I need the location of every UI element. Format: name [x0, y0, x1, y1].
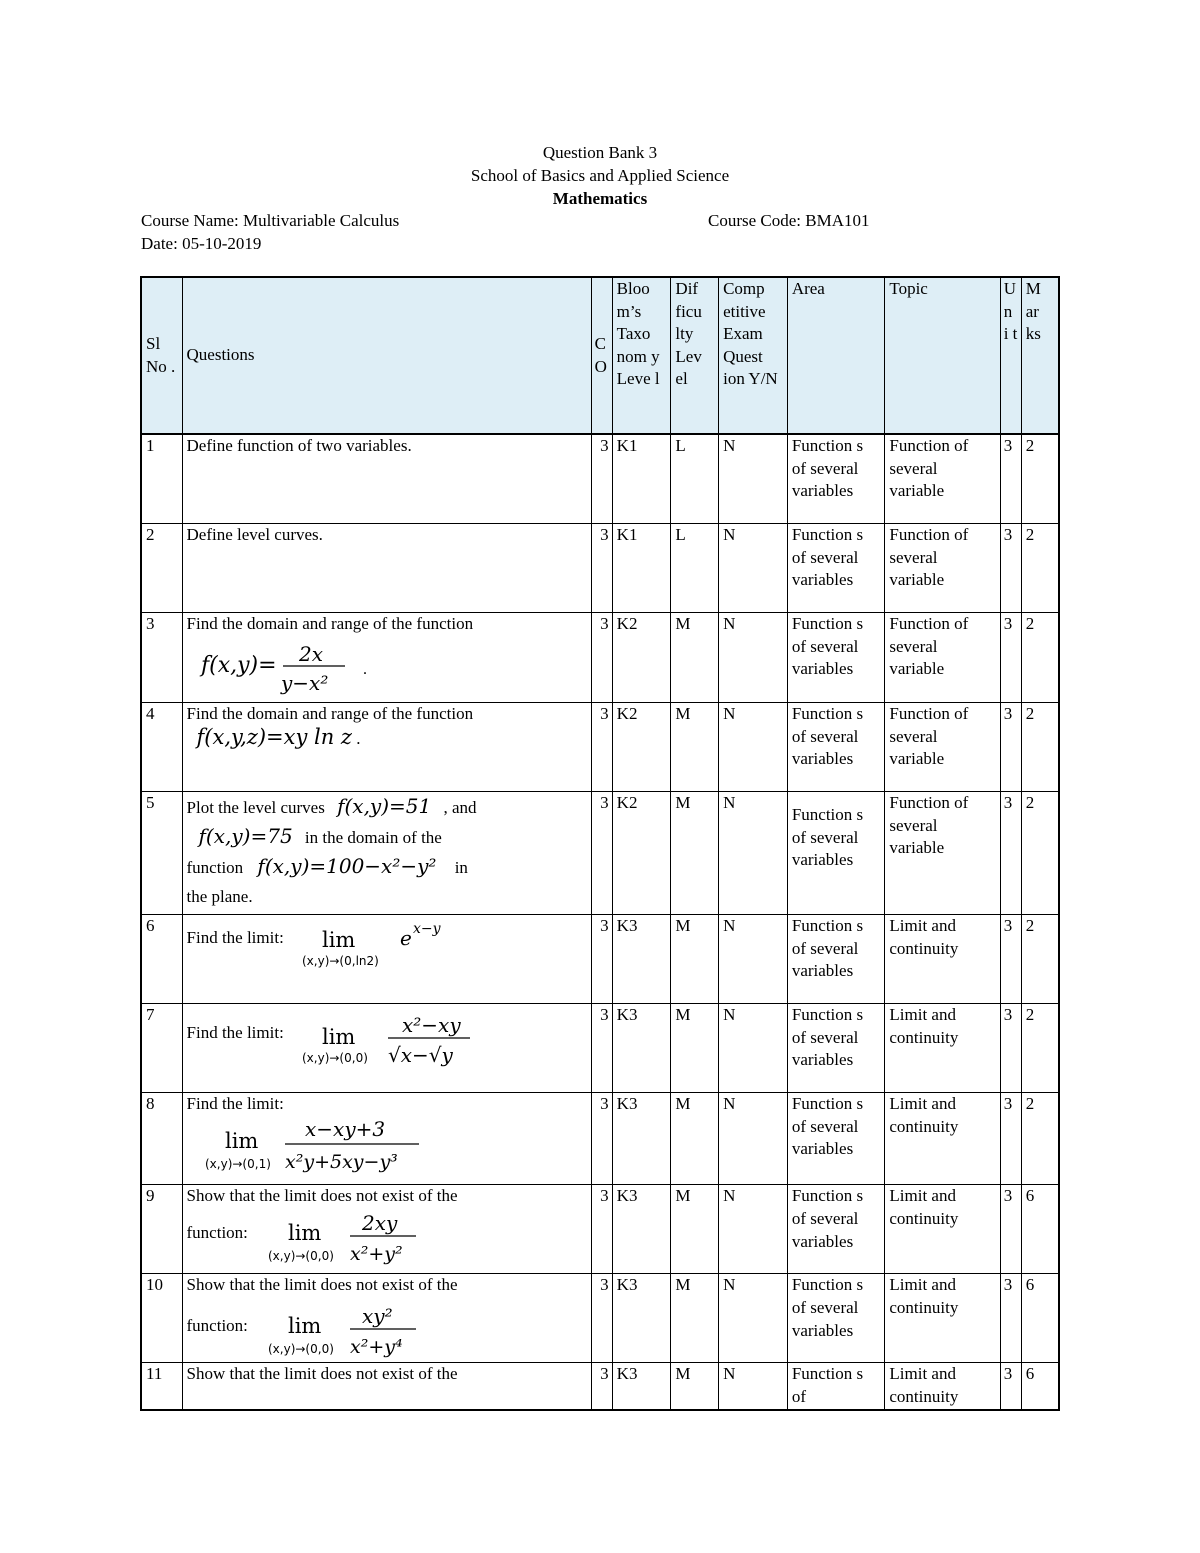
- cell-blooms: K1: [612, 434, 671, 524]
- cell-difficulty: M: [671, 1004, 719, 1093]
- cell-topic: Function of several variable: [885, 524, 1000, 613]
- cell-marks: 2: [1021, 1004, 1059, 1093]
- svg-text:f(x,y)=: f(x,y)=: [200, 652, 277, 678]
- col-header-sl: Sl No .: [141, 277, 182, 434]
- col-header-blooms: Bloo m’s Taxo nom y Leve l: [612, 277, 671, 434]
- question-text: Find the limit:: [186, 1023, 284, 1043]
- cell-question: [182, 1185, 591, 1274]
- table-header-row: [141, 277, 1059, 434]
- cell-competitive: N: [719, 1004, 788, 1093]
- cell-question: [182, 613, 591, 703]
- cell-co: 3: [591, 703, 612, 792]
- cell-question: [182, 1274, 591, 1363]
- svg-text:2x: 2x: [298, 641, 323, 666]
- svg-text:e: e: [399, 926, 412, 951]
- cell-unit: 3: [1000, 1274, 1021, 1363]
- cell-competitive: N: [719, 915, 788, 1004]
- question-text: Show that the limit does not exist of the: [186, 1275, 458, 1295]
- cell-question: [182, 792, 591, 915]
- svg-text:(x,y)→(0,0): (x,y)→(0,0): [267, 1248, 334, 1263]
- cell-unit: 3: [1000, 915, 1021, 1004]
- cell-unit: 3: [1000, 1093, 1021, 1185]
- cell-question: [182, 915, 591, 1004]
- svg-text:.: .: [362, 660, 367, 678]
- date: Date: 05-10-2019: [141, 234, 262, 253]
- col-header-topic: Topic: [885, 277, 1000, 434]
- col-header-marks: M ar ks: [1021, 277, 1059, 434]
- cell-area: Function s of several variables: [787, 792, 885, 915]
- cell-topic: Function of several variable: [885, 703, 1000, 792]
- cell-difficulty: M: [671, 915, 719, 1004]
- question-text: function: [186, 858, 244, 878]
- cell-competitive: N: [719, 1185, 788, 1274]
- cell-blooms: K3: [612, 1274, 671, 1363]
- cell-area: Function s of: [787, 1363, 885, 1410]
- svg-text:(x,y)→(0,0): (x,y)→(0,0): [301, 1051, 368, 1066]
- cell-competitive: N: [719, 703, 788, 792]
- cell-sl: 11: [141, 1363, 182, 1410]
- cell-difficulty: L: [671, 434, 719, 524]
- cell-difficulty: M: [671, 1363, 719, 1410]
- equation-q6: [292, 919, 452, 971]
- svg-text:lim: lim: [321, 1025, 356, 1050]
- cell-co: 3: [591, 1004, 612, 1093]
- cell-unit: 3: [1000, 1004, 1021, 1093]
- cell-competitive: N: [719, 524, 788, 613]
- svg-text:x²−xy: x²−xy: [401, 1013, 461, 1038]
- cell-topic: Function of several variable: [885, 434, 1000, 524]
- cell-marks: 2: [1021, 1093, 1059, 1185]
- page-title: Question Bank 3: [542, 143, 658, 162]
- cell-area: Function s of several variables: [787, 1004, 885, 1093]
- cell-competitive: N: [719, 1363, 788, 1410]
- col-header-questions: Questions: [182, 277, 591, 434]
- svg-text:lim: lim: [224, 1128, 258, 1153]
- department-name: Mathematics: [552, 189, 648, 208]
- svg-text:x²y+5xy−y³: x²y+5xy−y³: [284, 1150, 398, 1173]
- cell-area: Function s of several variables: [787, 1093, 885, 1185]
- cell-marks: 6: [1021, 1185, 1059, 1274]
- cell-topic: Limit and continuity: [885, 1004, 1000, 1093]
- cell-difficulty: M: [671, 1274, 719, 1363]
- cell-difficulty: L: [671, 524, 719, 613]
- cell-co: 3: [591, 915, 612, 1004]
- cell-topic: Limit and continuity: [885, 915, 1000, 1004]
- svg-text:(x,y)→(0,ln2): (x,y)→(0,ln2): [301, 954, 379, 969]
- cell-blooms: K3: [612, 1004, 671, 1093]
- cell-unit: 3: [1000, 792, 1021, 915]
- table-row: [141, 524, 1059, 613]
- cell-sl: 6: [141, 915, 182, 1004]
- cell-co: 3: [591, 434, 612, 524]
- cell-question: [182, 703, 591, 792]
- svg-text:(x,y)→(0,1): (x,y)→(0,1): [204, 1156, 271, 1171]
- cell-marks: 2: [1021, 792, 1059, 915]
- svg-text:y−x²: y−x²: [280, 670, 328, 695]
- cell-co: 3: [591, 1093, 612, 1185]
- cell-area: Function s of several variables: [787, 434, 885, 524]
- cell-marks: 2: [1021, 434, 1059, 524]
- question-text: function:: [186, 1222, 248, 1242]
- cell-sl: 2: [141, 524, 182, 613]
- cell-co: 3: [591, 792, 612, 915]
- cell-difficulty: M: [671, 1093, 719, 1185]
- cell-difficulty: M: [671, 703, 719, 792]
- table-row: [141, 1093, 1059, 1185]
- question-text: function:: [186, 1315, 248, 1335]
- cell-co: 3: [591, 1274, 612, 1363]
- cell-marks: 6: [1021, 1274, 1059, 1363]
- course-code: Course Code: BMA101: [708, 211, 870, 230]
- table-row: [141, 434, 1059, 524]
- cell-topic: Limit and continuity: [885, 1185, 1000, 1274]
- question-text: Find the limit:: [186, 928, 284, 948]
- cell-blooms: K2: [612, 703, 671, 792]
- cell-topic: Function of several variable: [885, 792, 1000, 915]
- question-text: the plane.: [186, 887, 253, 907]
- equation-q3: [195, 636, 395, 696]
- table-row: [141, 703, 1059, 792]
- cell-area: Function s of several variables: [787, 703, 885, 792]
- cell-unit: 3: [1000, 524, 1021, 613]
- cell-sl: 3: [141, 613, 182, 703]
- cell-unit: 3: [1000, 703, 1021, 792]
- equation-q7: [292, 1008, 472, 1070]
- svg-text:x²+y²: x²+y²: [349, 1242, 403, 1265]
- cell-marks: 6: [1021, 1363, 1059, 1410]
- cell-co: 3: [591, 1363, 612, 1410]
- cell-area: Function s of several variables: [787, 613, 885, 703]
- cell-co: 3: [591, 524, 612, 613]
- cell-difficulty: M: [671, 613, 719, 703]
- cell-marks: 2: [1021, 613, 1059, 703]
- equation-q5c: f(x,y)=100−x²−y²: [257, 854, 437, 879]
- question-text: Show that the limit does not exist of the: [186, 1186, 458, 1206]
- cell-blooms: K3: [612, 1363, 671, 1410]
- equation-q4-tail: .: [356, 728, 361, 748]
- question-text: in the domain of the: [304, 828, 442, 848]
- cell-blooms: K3: [612, 915, 671, 1004]
- cell-topic: Limit and continuity: [885, 1274, 1000, 1363]
- cell-question: [182, 1004, 591, 1093]
- equation-q5b: f(x,y)=75: [198, 824, 293, 849]
- cell-sl: 5: [141, 792, 182, 915]
- equation-q4: f(x,y,z)=xy ln z: [196, 724, 352, 749]
- cell-question: Show that the limit does not exist of the: [182, 1363, 591, 1410]
- cell-area: Function s of several variables: [787, 1274, 885, 1363]
- svg-text:(x,y)→(0,0): (x,y)→(0,0): [267, 1341, 334, 1356]
- cell-sl: 4: [141, 703, 182, 792]
- cell-marks: 2: [1021, 703, 1059, 792]
- col-header-unit: U n i t: [1000, 277, 1021, 434]
- svg-text:xy²: xy²: [361, 1303, 393, 1328]
- table-row: [141, 1274, 1059, 1363]
- table-row: [141, 1185, 1059, 1274]
- school-name: School of Basics and Applied Science: [470, 166, 730, 185]
- cell-area: Function s of several variables: [787, 1185, 885, 1274]
- cell-sl: 10: [141, 1274, 182, 1363]
- question-text: Plot the level curves: [186, 798, 325, 818]
- cell-topic: Limit and continuity: [885, 1363, 1000, 1410]
- cell-question: Define function of two variables.: [182, 434, 591, 524]
- table-row: [141, 915, 1059, 1004]
- svg-text:lim: lim: [321, 928, 356, 953]
- col-header-area: Area: [787, 277, 885, 434]
- table-row: [141, 613, 1059, 703]
- question-text: in: [454, 858, 468, 878]
- cell-topic: Function of several variable: [885, 613, 1000, 703]
- equation-q5a: f(x,y)=51: [337, 794, 432, 819]
- cell-co: 3: [591, 1185, 612, 1274]
- course-name: Course Name: Multivariable Calculus: [141, 211, 400, 230]
- cell-sl: 1: [141, 434, 182, 524]
- cell-blooms: K2: [612, 792, 671, 915]
- cell-blooms: K3: [612, 1185, 671, 1274]
- cell-topic: Limit and continuity: [885, 1093, 1000, 1185]
- cell-sl: 9: [141, 1185, 182, 1274]
- cell-co: 3: [591, 613, 612, 703]
- cell-unit: 3: [1000, 434, 1021, 524]
- svg-text:lim: lim: [287, 1220, 322, 1245]
- svg-text:x²+y⁴: x²+y⁴: [349, 1335, 403, 1358]
- question-text: , and: [443, 798, 477, 818]
- table-row: [141, 792, 1059, 915]
- cell-blooms: K3: [612, 1093, 671, 1185]
- svg-text:2xy: 2xy: [361, 1210, 398, 1235]
- svg-text:x−y: x−y: [412, 921, 441, 938]
- cell-sl: 8: [141, 1093, 182, 1185]
- cell-difficulty: M: [671, 792, 719, 915]
- cell-competitive: N: [719, 613, 788, 703]
- cell-difficulty: M: [671, 1185, 719, 1274]
- cell-competitive: N: [719, 434, 788, 524]
- col-header-difficulty: Dif ficu lty Lev el: [671, 277, 719, 434]
- cell-area: Function s of several variables: [787, 524, 885, 613]
- cell-unit: 3: [1000, 613, 1021, 703]
- cell-blooms: K2: [612, 613, 671, 703]
- question-text: Find the domain and range of the function: [186, 614, 474, 633]
- cell-unit: 3: [1000, 1185, 1021, 1274]
- svg-text:√x−√y: √x−√y: [387, 1043, 453, 1068]
- cell-marks: 2: [1021, 915, 1059, 1004]
- svg-text:x−xy+3: x−xy+3: [304, 1116, 385, 1141]
- svg-text:lim: lim: [287, 1313, 322, 1338]
- col-header-co: C O: [591, 277, 612, 434]
- equation-q10: [258, 1297, 428, 1359]
- cell-sl: 7: [141, 1004, 182, 1093]
- cell-unit: 3: [1000, 1363, 1021, 1410]
- col-header-competitive: Comp etitive Exam Quest ion Y/N: [719, 277, 788, 434]
- question-text: Find the limit:: [186, 1094, 284, 1114]
- question-table: [140, 276, 1060, 1411]
- cell-competitive: N: [719, 1093, 788, 1185]
- equation-q8: [193, 1116, 443, 1178]
- table-row: [141, 1004, 1059, 1093]
- equation-q9: [258, 1208, 428, 1268]
- cell-competitive: N: [719, 792, 788, 915]
- cell-marks: 2: [1021, 524, 1059, 613]
- cell-area: Function s of several variables: [787, 915, 885, 1004]
- cell-competitive: N: [719, 1274, 788, 1363]
- question-text: Find the domain and range of the function: [186, 704, 474, 724]
- table-row: [141, 1363, 1059, 1410]
- cell-blooms: K1: [612, 524, 671, 613]
- cell-question: Define level curves.: [182, 524, 591, 613]
- cell-question: [182, 1093, 591, 1185]
